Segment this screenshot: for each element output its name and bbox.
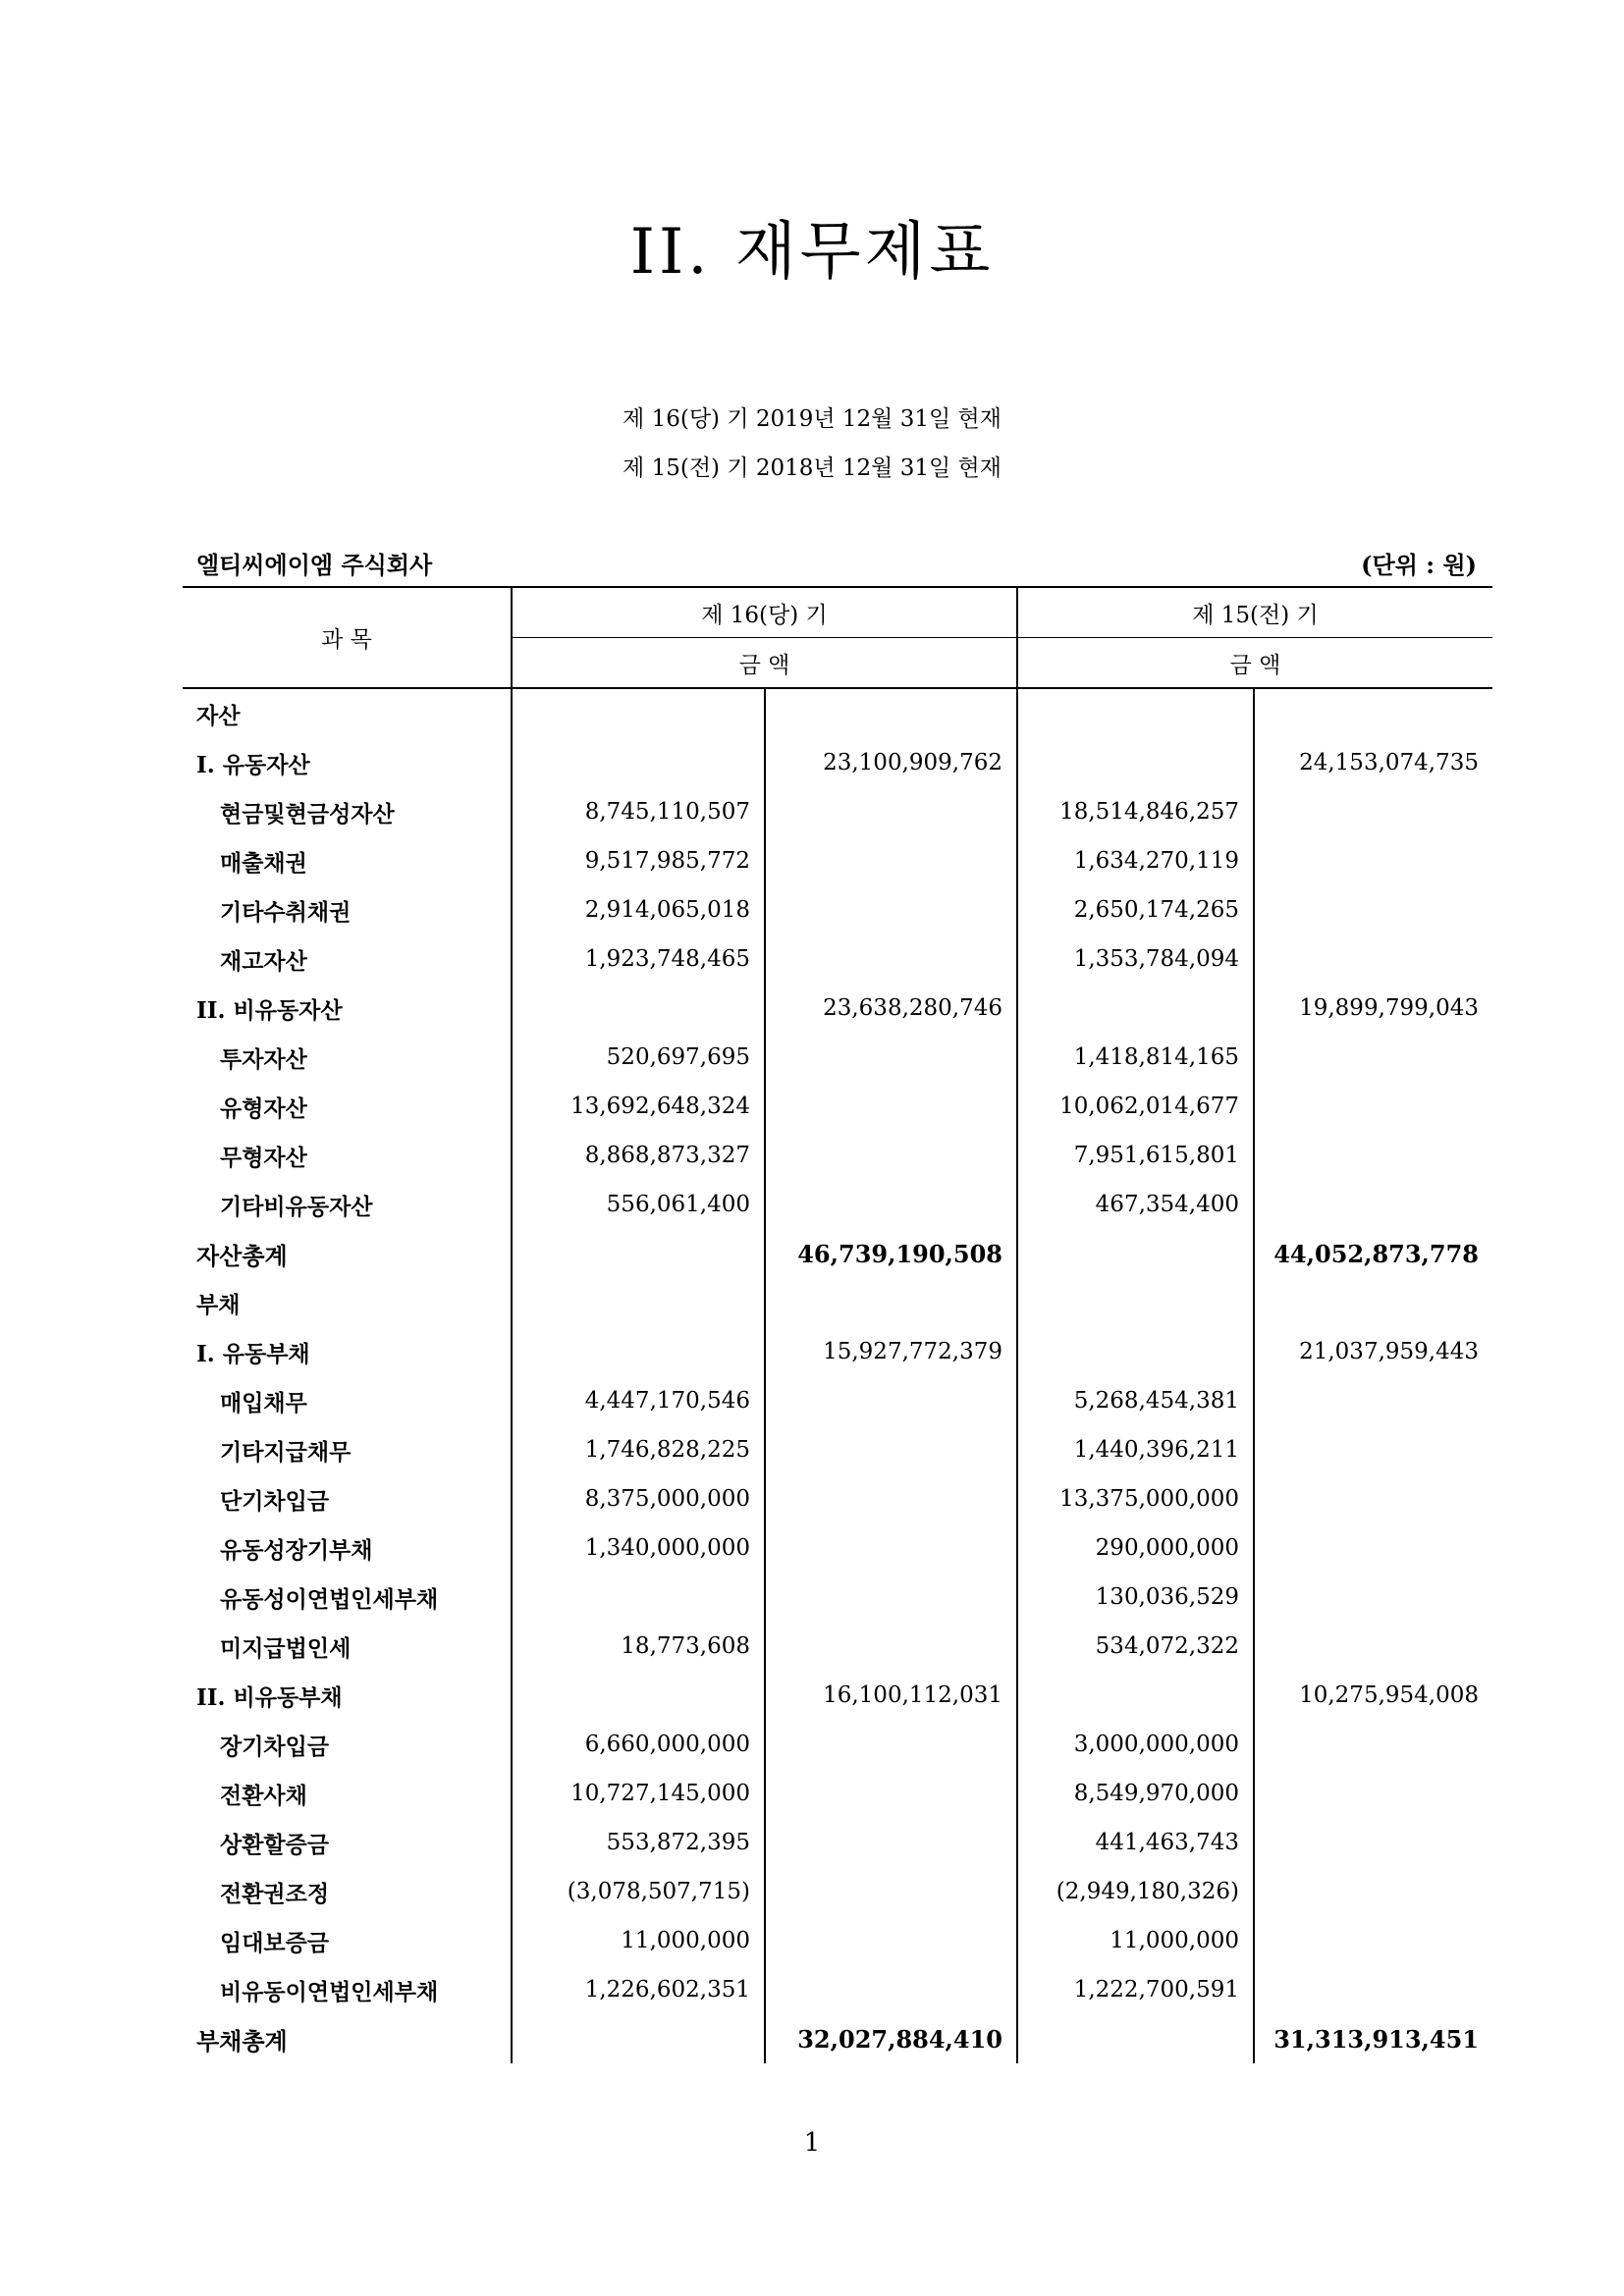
prior-subtotal-amount xyxy=(1254,1818,1492,1867)
row-label: 장기차입금 xyxy=(220,1733,330,1760)
current-detail-amount xyxy=(512,1229,765,1278)
row-label: 기타수취채권 xyxy=(220,898,352,926)
current-subtotal-amount xyxy=(765,1474,1017,1523)
current-subtotal-amount xyxy=(765,787,1017,836)
prior-subtotal-amount: 24,153,074,735 xyxy=(1254,738,1492,787)
prior-subtotal-amount xyxy=(1254,1622,1492,1671)
current-detail-amount: 553,872,395 xyxy=(512,1818,765,1867)
current-detail-amount: 9,517,985,772 xyxy=(512,836,765,885)
row-label: I. 유동자산 xyxy=(196,751,310,778)
table-row xyxy=(183,1622,1492,1671)
current-detail-amount: 520,697,695 xyxy=(512,1033,765,1082)
current-detail-amount: 13,692,648,324 xyxy=(512,1082,765,1131)
prior-subtotal-amount xyxy=(1254,1376,1492,1425)
prior-detail-amount: 5,268,454,381 xyxy=(1017,1376,1254,1425)
current-subtotal-amount: 15,927,772,379 xyxy=(765,1327,1017,1376)
unit-label: (단위 : 원) xyxy=(1361,551,1477,579)
table-row xyxy=(183,1671,1492,1720)
current-detail-amount xyxy=(512,688,765,738)
row-label: 단기차입금 xyxy=(220,1487,330,1515)
current-detail-amount xyxy=(512,1327,765,1376)
row-label: 비유동이연법인세부채 xyxy=(220,1978,439,2005)
current-detail-amount xyxy=(512,984,765,1033)
prior-detail-amount xyxy=(1017,1671,1254,1720)
current-detail-amount: 1,746,828,225 xyxy=(512,1425,765,1474)
prior-detail-amount: 2,650,174,265 xyxy=(1017,885,1254,934)
table-row xyxy=(183,1474,1492,1523)
prior-subtotal-amount xyxy=(1254,1180,1492,1229)
current-detail-amount: (3,078,507,715) xyxy=(512,1867,765,1916)
table-row xyxy=(183,1720,1492,1769)
prior-detail-amount: 3,000,000,000 xyxy=(1017,1720,1254,1769)
document-title: II. 재무제표 xyxy=(629,216,995,289)
prior-detail-amount: 1,353,784,094 xyxy=(1017,934,1254,984)
table-row xyxy=(183,1867,1492,1916)
current-subtotal-amount: 16,100,112,031 xyxy=(765,1671,1017,1720)
prior-detail-amount: 1,418,814,165 xyxy=(1017,1033,1254,1082)
current-subtotal-amount xyxy=(765,1622,1017,1671)
prior-detail-amount xyxy=(1017,984,1254,1033)
table-row xyxy=(183,1425,1492,1474)
prior-subtotal-amount xyxy=(1254,1965,1492,2014)
page-number: 1 xyxy=(803,2128,821,2158)
prior-detail-amount: 7,951,615,801 xyxy=(1017,1131,1254,1180)
current-detail-amount: 8,745,110,507 xyxy=(512,787,765,836)
row-label: 부채 xyxy=(196,1291,241,1318)
current-detail-amount: 1,226,602,351 xyxy=(512,1965,765,2014)
prior-subtotal-amount xyxy=(1254,885,1492,934)
prior-subtotal-amount: 21,037,959,443 xyxy=(1254,1327,1492,1376)
row-label: 투자자산 xyxy=(220,1045,307,1073)
row-label: II. 비유동자산 xyxy=(196,996,343,1024)
row-label: 기타지급채무 xyxy=(220,1438,352,1466)
prior-detail-amount: 10,062,014,677 xyxy=(1017,1082,1254,1131)
prior-detail-amount: 18,514,846,257 xyxy=(1017,787,1254,836)
prior-detail-amount xyxy=(1017,738,1254,787)
period-current: 제 16(당) 기 2019년 12월 31일 현재 xyxy=(623,406,1001,432)
current-detail-amount: 10,727,145,000 xyxy=(512,1769,765,1818)
prior-subtotal-amount xyxy=(1254,1082,1492,1131)
current-subtotal-amount xyxy=(765,1916,1017,1965)
row-label: 재고자산 xyxy=(220,947,307,975)
current-subtotal-amount xyxy=(765,885,1017,934)
row-label: 유형자산 xyxy=(220,1095,307,1122)
current-subtotal-amount xyxy=(765,1082,1017,1131)
row-label: 상환할증금 xyxy=(220,1831,330,1858)
row-label: 현금및현금성자산 xyxy=(220,800,395,828)
row-label: 매입채무 xyxy=(220,1389,307,1416)
row-label: 유동성이연법인세부채 xyxy=(220,1585,439,1613)
prior-subtotal-amount: 44,052,873,778 xyxy=(1254,1229,1492,1278)
current-subtotal-amount xyxy=(765,1965,1017,2014)
prior-detail-amount: 8,549,970,000 xyxy=(1017,1769,1254,1818)
current-detail-amount xyxy=(512,1573,765,1622)
row-label: I. 유동부채 xyxy=(196,1340,310,1367)
table-row xyxy=(183,1818,1492,1867)
current-subtotal-amount xyxy=(765,1131,1017,1180)
row-label: 무형자산 xyxy=(220,1144,307,1171)
prior-subtotal-amount xyxy=(1254,1867,1492,1916)
current-subtotal-amount: 46,739,190,508 xyxy=(765,1229,1017,1278)
table-row xyxy=(183,1131,1492,1180)
current-detail-amount: 18,773,608 xyxy=(512,1622,765,1671)
current-detail-amount xyxy=(512,2014,765,2063)
prior-subtotal-amount xyxy=(1254,1573,1492,1622)
table-row xyxy=(183,1769,1492,1818)
row-label: 자산총계 xyxy=(196,1241,288,1270)
prior-subtotal-amount xyxy=(1254,1916,1492,1965)
current-subtotal-amount xyxy=(765,1720,1017,1769)
current-detail-amount: 6,660,000,000 xyxy=(512,1720,765,1769)
current-subtotal-amount xyxy=(765,1278,1017,1327)
current-detail-amount: 556,061,400 xyxy=(512,1180,765,1229)
current-detail-amount: 1,923,748,465 xyxy=(512,934,765,984)
current-subtotal-amount xyxy=(765,1425,1017,1474)
current-detail-amount: 1,340,000,000 xyxy=(512,1523,765,1573)
current-subtotal-amount xyxy=(765,1376,1017,1425)
table-row xyxy=(183,1229,1492,1278)
prior-subtotal-amount xyxy=(1254,1033,1492,1082)
table-row xyxy=(183,984,1492,1033)
prior-subtotal-amount xyxy=(1254,836,1492,885)
current-detail-amount: 11,000,000 xyxy=(512,1916,765,1965)
balance-sheet-table xyxy=(183,586,1492,2063)
header-current: 제 16(당) 기 xyxy=(512,587,1017,638)
table-row xyxy=(183,1573,1492,1622)
row-label: 유동성장기부채 xyxy=(220,1536,373,1564)
current-detail-amount: 8,868,873,327 xyxy=(512,1131,765,1180)
period-prior: 제 15(전) 기 2018년 12월 31일 현재 xyxy=(623,455,1001,481)
table-row xyxy=(183,787,1492,836)
header-account: 과 목 xyxy=(183,587,512,688)
current-subtotal-amount xyxy=(765,688,1017,738)
row-label: 전환사채 xyxy=(220,1782,307,1809)
prior-subtotal-amount: 10,275,954,008 xyxy=(1254,1671,1492,1720)
header-amount-prior: 금 액 xyxy=(1017,638,1492,689)
table-row xyxy=(183,1965,1492,2014)
prior-detail-amount xyxy=(1017,1327,1254,1376)
prior-subtotal-amount xyxy=(1254,1425,1492,1474)
current-subtotal-amount: 32,027,884,410 xyxy=(765,2014,1017,2063)
row-label: 미지급법인세 xyxy=(220,1634,352,1662)
table-row xyxy=(183,1523,1492,1573)
table-row xyxy=(183,738,1492,787)
current-subtotal-amount xyxy=(765,1180,1017,1229)
current-subtotal-amount: 23,100,909,762 xyxy=(765,738,1017,787)
prior-detail-amount: 290,000,000 xyxy=(1017,1523,1254,1573)
current-subtotal-amount xyxy=(765,836,1017,885)
current-subtotal-amount xyxy=(765,1867,1017,1916)
prior-detail-amount xyxy=(1017,2014,1254,2063)
prior-subtotal-amount xyxy=(1254,1131,1492,1180)
row-label: 기타비유동자산 xyxy=(220,1193,373,1220)
current-subtotal-amount xyxy=(765,1573,1017,1622)
current-subtotal-amount xyxy=(765,1033,1017,1082)
prior-detail-amount xyxy=(1017,1278,1254,1327)
prior-detail-amount: 130,036,529 xyxy=(1017,1573,1254,1622)
row-label: 매출채권 xyxy=(220,849,307,877)
prior-detail-amount: 467,354,400 xyxy=(1017,1180,1254,1229)
prior-subtotal-amount xyxy=(1254,688,1492,738)
prior-subtotal-amount xyxy=(1254,787,1492,836)
prior-detail-amount xyxy=(1017,688,1254,738)
current-subtotal-amount xyxy=(765,1818,1017,1867)
table-row xyxy=(183,1180,1492,1229)
row-label: II. 비유동부채 xyxy=(196,1683,343,1711)
prior-subtotal-amount: 31,313,913,451 xyxy=(1254,2014,1492,2063)
prior-subtotal-amount xyxy=(1254,934,1492,984)
current-detail-amount xyxy=(512,1671,765,1720)
header-prior: 제 15(전) 기 xyxy=(1017,587,1492,638)
prior-detail-amount: 1,440,396,211 xyxy=(1017,1425,1254,1474)
table-row xyxy=(183,2014,1492,2063)
current-detail-amount xyxy=(512,1278,765,1327)
prior-detail-amount: 534,072,322 xyxy=(1017,1622,1254,1671)
current-subtotal-amount xyxy=(765,1523,1017,1573)
current-subtotal-amount xyxy=(765,934,1017,984)
current-detail-amount: 2,914,065,018 xyxy=(512,885,765,934)
prior-detail-amount: 1,634,270,119 xyxy=(1017,836,1254,885)
table-row xyxy=(183,1376,1492,1425)
table-row xyxy=(183,836,1492,885)
row-label: 부채총계 xyxy=(196,2026,288,2056)
prior-subtotal-amount xyxy=(1254,1769,1492,1818)
prior-detail-amount: 11,000,000 xyxy=(1017,1916,1254,1965)
table-row xyxy=(183,688,1492,738)
prior-subtotal-amount xyxy=(1254,1720,1492,1769)
current-subtotal-amount: 23,638,280,746 xyxy=(765,984,1017,1033)
prior-detail-amount: 441,463,743 xyxy=(1017,1818,1254,1867)
prior-subtotal-amount xyxy=(1254,1474,1492,1523)
table-row xyxy=(183,934,1492,984)
header-amount-current: 금 액 xyxy=(512,638,1017,689)
prior-subtotal-amount xyxy=(1254,1523,1492,1573)
prior-detail-amount: 1,222,700,591 xyxy=(1017,1965,1254,2014)
row-label: 임대보증금 xyxy=(220,1929,330,1956)
table-row xyxy=(183,1916,1492,1965)
row-label: 자산 xyxy=(196,702,241,729)
company-name: 엘티씨에이엠 주식회사 xyxy=(196,551,433,579)
prior-detail-amount xyxy=(1017,1229,1254,1278)
prior-subtotal-amount xyxy=(1254,1278,1492,1327)
table-row xyxy=(183,1033,1492,1082)
row-label: 전환권조정 xyxy=(220,1880,330,1907)
current-detail-amount: 4,447,170,546 xyxy=(512,1376,765,1425)
current-subtotal-amount xyxy=(765,1769,1017,1818)
prior-subtotal-amount: 19,899,799,043 xyxy=(1254,984,1492,1033)
table-row xyxy=(183,1082,1492,1131)
table-row xyxy=(183,1327,1492,1376)
table-row xyxy=(183,885,1492,934)
current-detail-amount xyxy=(512,738,765,787)
current-detail-amount: 8,375,000,000 xyxy=(512,1474,765,1523)
prior-detail-amount: (2,949,180,326) xyxy=(1017,1867,1254,1916)
prior-detail-amount: 13,375,000,000 xyxy=(1017,1474,1254,1523)
table-row xyxy=(183,1278,1492,1327)
